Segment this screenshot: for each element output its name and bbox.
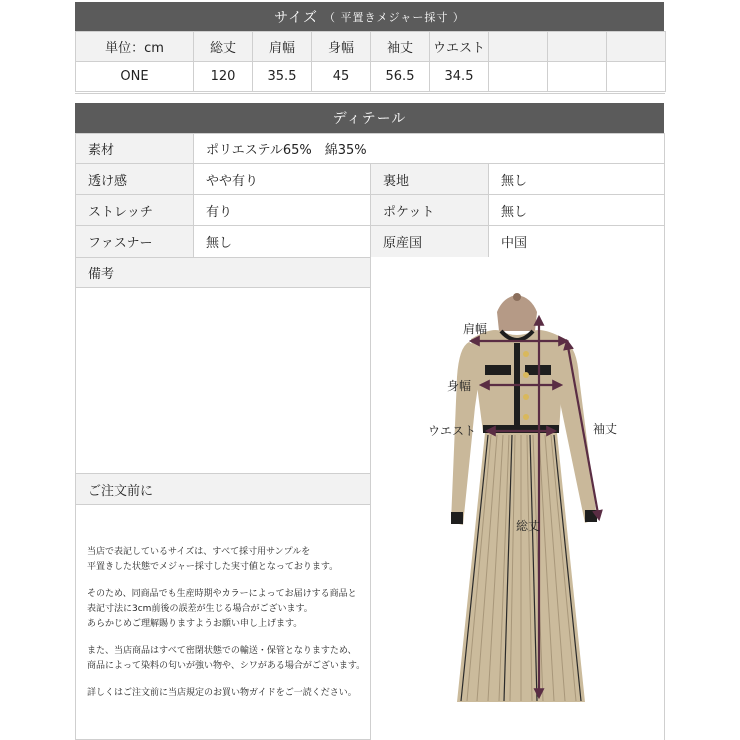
notice-line: そのため、同商品でも生産時期やカラーによってお届けする商品と [87, 589, 357, 599]
size-header-cell [548, 32, 607, 62]
stretch-value: 有り [193, 194, 371, 226]
body-measure-label: 身幅 [447, 379, 472, 393]
size-section-title: サイズ [274, 9, 319, 26]
size-header-cell: ウエスト [430, 32, 489, 62]
notice-line: 当店で表記しているサイズは、すべて採寸用サンプルを [87, 547, 311, 557]
remarks-label: 備考 [75, 257, 371, 288]
see-through-value: やや有り [193, 163, 371, 195]
size-header-cell: 総丈 [194, 32, 253, 62]
size-cell: 120 [194, 62, 253, 92]
size-cell [489, 62, 548, 92]
lining-value: 無し [488, 163, 665, 195]
product-image-panel [370, 257, 665, 740]
detail-section-header [75, 103, 664, 133]
size-cell: ONE [76, 62, 194, 92]
pocket-label: ポケット [370, 194, 489, 226]
shoulder-measure-label: 肩幅 [463, 322, 488, 336]
size-header-cell: 身幅 [312, 32, 371, 62]
size-header-cell: 肩幅 [253, 32, 312, 62]
size-header-cell: 単位：cm [76, 32, 194, 62]
size-table-header-row [76, 32, 666, 62]
size-header-cell: 袖丈 [371, 32, 430, 62]
size-section-header [75, 2, 664, 31]
fastener-value: 無し [193, 225, 371, 258]
notice-line: また、当店商品はすべて密閉状態での輸送・保管となりますため、 [87, 646, 357, 656]
notice-line: 詳しくはご注文前に当店規定のお買い物ガイドをご一読ください。 [87, 688, 357, 698]
notice-line: 商品によって染料の匂いが強い物や、シワがある場合がございます。 [87, 661, 366, 671]
size-cell: 34.5 [430, 62, 489, 92]
material-label: 素材 [75, 133, 194, 164]
material-value: ポリエステル65% 綿35% [193, 133, 665, 164]
remarks-body [75, 287, 371, 474]
waist-measure-label: ウエスト [428, 424, 477, 438]
size-cell: 45 [312, 62, 371, 92]
origin-label: 原産国 [370, 225, 489, 258]
lining-label: 裏地 [370, 163, 489, 195]
size-cell: 56.5 [371, 62, 430, 92]
pocket-value: 無し [488, 194, 665, 226]
notice-line: 表記寸法に3cm前後の誤差が生じる場合がございます。 [87, 604, 313, 614]
notice-line: あらかじめご理解賜りますようお願い申し上げます。 [87, 619, 303, 629]
size-table [75, 31, 666, 92]
size-table-row [76, 62, 666, 92]
size-section-subtitle: （ 平置きメジャー採寸 ） [324, 10, 465, 24]
size-header-cell [489, 32, 548, 62]
notice-label: ご注文前に [75, 473, 371, 505]
dress-illustration [371, 257, 666, 740]
sleeve-measure-label: 袖丈 [593, 422, 618, 436]
divider [75, 93, 665, 94]
notice-text [87, 545, 367, 713]
detail-section-title: ディテール [332, 111, 407, 127]
size-cell: 35.5 [253, 62, 312, 92]
size-cell [548, 62, 607, 92]
see-through-label: 透け感 [75, 163, 194, 195]
size-header-cell [607, 32, 666, 62]
fastener-label: ファスナー [75, 225, 194, 258]
origin-value: 中国 [488, 225, 665, 258]
size-cell [607, 62, 666, 92]
stretch-label: ストレッチ [75, 194, 194, 226]
notice-line: 平置きした状態でメジャー採寸した実寸値となっております。 [87, 562, 339, 572]
length-measure-label: 総丈 [516, 519, 541, 533]
